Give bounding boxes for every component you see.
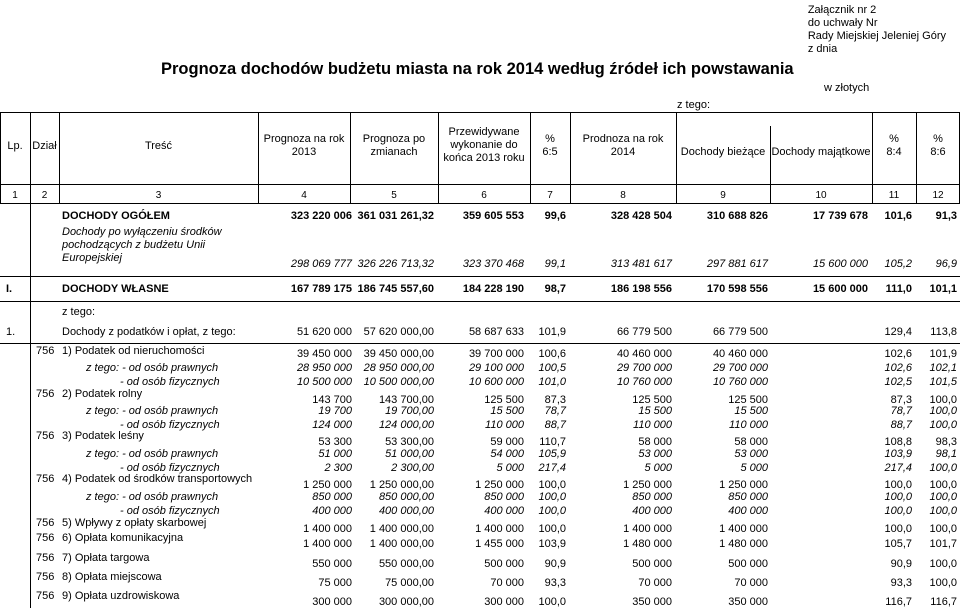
row-value: 103,9: [538, 538, 566, 550]
header-line: 8:6: [930, 146, 946, 158]
row-value: 550 000: [312, 558, 352, 570]
header-top-line: [0, 112, 960, 113]
unit-label: w złotych: [824, 82, 870, 94]
row-value: 110 000: [633, 419, 672, 431]
row-value: 88,7: [544, 419, 566, 431]
row-value: 91,3: [935, 210, 957, 222]
colnum-bottom-line: [0, 203, 960, 204]
row-label: - od osób fizycznych: [120, 505, 220, 517]
row-value: 300 000,00: [378, 596, 434, 608]
row-value: 87,3: [890, 394, 912, 406]
row-value: 359 605 553: [462, 210, 524, 222]
col-number: 10: [815, 190, 827, 201]
row-value: 105,7: [884, 538, 912, 550]
row-value: 75 000: [318, 577, 352, 589]
row-value: 90,9: [544, 558, 566, 570]
row-value: 100,0: [929, 419, 957, 431]
row-value: 101,6: [884, 210, 912, 222]
row-value: 111,0: [885, 283, 912, 295]
row-dzial: 756: [36, 517, 55, 529]
row-value: 326 226 713,32: [357, 258, 434, 270]
row-value: 28 950 000,00: [363, 362, 434, 374]
row-value: 28 950 000: [296, 362, 352, 374]
row-value: 101,5: [929, 376, 957, 388]
row-label: z tego: - od osób prawnych: [86, 362, 219, 374]
row-value: 350 000: [632, 596, 672, 608]
row-value: 87,3: [544, 394, 566, 406]
row-label-prefix: z tego:: [62, 306, 96, 318]
row-value: 298 069 777: [290, 258, 352, 270]
row-value: 101,7: [929, 538, 957, 550]
row-value: 323 370 468: [462, 258, 524, 270]
row-value: 103,9: [884, 448, 912, 460]
row-value: 100,0: [538, 479, 566, 491]
row-value: 300 000: [312, 596, 352, 608]
row-value: 100,0: [538, 491, 566, 503]
row-value: 184 228 190: [462, 283, 524, 295]
corner-line: z dnia: [807, 43, 838, 55]
row-value: 70 000: [734, 577, 768, 589]
header-line: wykonanie do: [450, 138, 518, 151]
row-value: 101,1: [929, 283, 957, 295]
row-value: 51 000,00: [385, 448, 434, 460]
row-value: 88,7: [890, 419, 912, 431]
row-label: - od osób fizycznych: [120, 376, 220, 388]
row-value: 19 700,00: [385, 405, 434, 417]
header-lp: Lp.: [7, 139, 23, 152]
row-value: 98,7: [544, 283, 566, 295]
row-value: 1 455 000: [475, 538, 524, 550]
header-line: końca 2013 roku: [443, 151, 525, 164]
header-line: %: [889, 133, 899, 145]
row-label: 9) Opłata uzdrowiskowa: [62, 590, 180, 602]
row-dzial: 756: [36, 590, 55, 602]
col-number: 5: [391, 190, 397, 201]
row-value: 51 620 000: [296, 326, 352, 338]
row-value: 66 779 500: [712, 326, 768, 338]
row-value: 328 428 504: [610, 210, 672, 222]
corner-line: Załącznik nr 2: [807, 4, 877, 16]
row-label: 2) Podatek rolny: [62, 388, 143, 400]
col-number: 12: [932, 190, 944, 201]
row-value: 29 700 000: [616, 362, 672, 374]
header-majatkowe: Dochody majątkowe: [771, 145, 871, 158]
row-dzial: 756: [36, 532, 55, 544]
row-value: 361 031 261,32: [357, 210, 434, 222]
row-label: DOCHODY OGÓŁEM: [62, 210, 170, 222]
row-value: 310 688 826: [706, 210, 768, 222]
row-dzial: 756: [36, 552, 55, 564]
row-value: 850 000: [632, 491, 672, 503]
row-label: - od osób fizycznych: [120, 462, 220, 474]
row-value: 143 700,00: [378, 394, 434, 406]
header-line: 6:5: [542, 146, 558, 158]
row-value: 2 300,00: [391, 462, 434, 474]
row-value: 58 000: [734, 436, 768, 448]
row-label: Dochody z podatków i opłat, z tego:: [62, 326, 236, 338]
row-value: 70 000: [638, 577, 672, 589]
row-value: 297 881 617: [706, 258, 768, 270]
corner-line: Rady Miejskiej Jeleniej Góry: [807, 30, 946, 42]
row-label: DOCHODY WŁASNE: [62, 283, 169, 295]
row-value: 58 000: [638, 436, 672, 448]
row-value: 850 000: [728, 491, 768, 503]
row-value: 39 450 000: [296, 348, 352, 360]
row-value: 59 000: [490, 436, 524, 448]
row-value: 125 500: [632, 394, 672, 406]
row-value: 116,7: [930, 596, 957, 608]
row-value: 17 739 678: [812, 210, 868, 222]
row-value: 400 000: [728, 505, 768, 517]
row-value: 100,6: [538, 348, 566, 360]
header-line: 2014: [610, 146, 636, 158]
row-value: 102,1: [929, 362, 957, 374]
row-value: 100,0: [884, 505, 912, 517]
row-value: 500 000: [632, 558, 672, 570]
row-value: 1 250 000: [623, 479, 672, 491]
row-value: 1 480 000: [623, 538, 672, 550]
row-label: 7) Opłata targowa: [62, 552, 150, 564]
row-value: 40 460 000: [616, 348, 672, 360]
row-label: 3) Podatek leśny: [62, 430, 144, 442]
row-value: 105,9: [538, 448, 566, 460]
row-value: 116,7: [885, 596, 912, 608]
row-value: 100,0: [929, 462, 957, 474]
header-dzial: Dział: [32, 139, 57, 152]
corner-note: [808, 4, 946, 56]
header-line: Przewidywane: [448, 125, 520, 138]
row-value: 124 000: [312, 419, 352, 431]
row-value: 1 480 000: [719, 538, 768, 550]
header-pct-8-6: [916, 126, 960, 166]
col-number: 2: [41, 190, 48, 201]
row-value: 100,0: [929, 505, 957, 517]
col-number: 7: [547, 190, 553, 201]
row-value: 78,7: [544, 405, 566, 417]
row-label: - od osób fizycznych: [120, 419, 220, 431]
row-value: 29 100 000: [468, 362, 524, 374]
header-line: zmianach: [370, 146, 418, 158]
row-value: 100,0: [884, 523, 912, 535]
row-value: 1 250 000: [475, 479, 524, 491]
row-value: 53 000: [638, 448, 672, 460]
row-value: 100,0: [929, 491, 957, 503]
row-value: 1 400 000: [303, 538, 352, 550]
row-value: 53 300,00: [385, 436, 434, 448]
row-value: 110,7: [539, 436, 566, 448]
row-label: z tego: - od osób prawnych: [86, 491, 219, 503]
col-number: 11: [888, 190, 900, 201]
row-value: 125 500: [484, 394, 524, 406]
header-pct-8-4: [872, 126, 916, 166]
row-value: 100,0: [884, 491, 912, 503]
col-number: 4: [301, 190, 307, 201]
row-value: 100,5: [538, 362, 566, 374]
row-value: 100,0: [538, 596, 566, 608]
row-value: 100,0: [929, 394, 957, 406]
row-value: 143 700: [312, 394, 352, 406]
row-value: 1 400 000: [623, 523, 672, 535]
row-value: 350 000: [728, 596, 768, 608]
row-value: 15 600 000: [812, 258, 868, 270]
row-value: 101,9: [929, 348, 957, 360]
row-value: 100,0: [929, 405, 957, 417]
row-value: 1 250 000,00: [369, 479, 434, 491]
header-z-tego: z tego:: [677, 99, 711, 111]
row-value: 10 600 000: [468, 376, 524, 388]
header-prog2014: [570, 126, 676, 166]
row-value: 101,0: [538, 376, 566, 388]
row-value: 550 000,00: [378, 558, 434, 570]
row-value: 108,8: [884, 436, 912, 448]
row-value: 113,8: [930, 326, 957, 338]
row-value: 2 300: [324, 462, 352, 474]
row-value: 186 745 557,60: [357, 283, 434, 295]
row-value: 217,4: [538, 462, 566, 474]
row-value: 124 000,00: [378, 419, 434, 431]
row-value: 100,0: [929, 577, 957, 589]
row-label: z tego: - od osób prawnych: [86, 405, 219, 417]
row-dzial: 756: [36, 430, 55, 442]
row-value: 102,6: [884, 348, 912, 360]
header-prog-po-zmianach: [350, 126, 438, 166]
row-value: 300 000: [484, 596, 524, 608]
row-value: 400 000: [312, 505, 352, 517]
row-value: 110 000: [729, 419, 768, 431]
row-value: 78,7: [890, 405, 912, 417]
row-value: 5 000: [644, 462, 672, 474]
header-line: Prognoza na rok: [263, 133, 345, 145]
row-value: 100,0: [929, 558, 957, 570]
row-label: 5) Wpływy z opłaty skarbowej: [62, 517, 207, 529]
row-lp: 1.: [6, 326, 16, 338]
row-value: 850 000: [312, 491, 352, 503]
header-tresc: Treść: [144, 139, 173, 152]
row-value: 53 300: [318, 436, 352, 448]
row-dzial: 756: [36, 571, 55, 583]
header-line: %: [545, 133, 555, 145]
row-value: 15 500: [734, 405, 768, 417]
header-bottom-line: [0, 184, 960, 185]
row-value: 15 500: [638, 405, 672, 417]
row-value: 93,3: [890, 577, 912, 589]
row-value: 53 000: [734, 448, 768, 460]
row-value: 75 000,00: [385, 577, 434, 589]
row-value: 51 000: [318, 448, 352, 460]
row-value: 129,4: [884, 326, 912, 338]
page-title: Prognoza dochodów budżetu miasta na rok 2014 według źródeł ich powstawania: [161, 60, 794, 78]
row-value: 323 220 006: [290, 210, 352, 222]
col-number: 1: [12, 190, 18, 201]
row-value: 313 481 617: [610, 258, 672, 270]
row-value: 96,9: [935, 258, 957, 270]
row-value: 40 460 000: [712, 348, 768, 360]
row-value: 100,0: [538, 523, 566, 535]
row-value: 98,1: [935, 448, 957, 460]
row-dzial: 756: [36, 345, 55, 357]
row-value: 102,6: [884, 362, 912, 374]
row-value: 102,5: [884, 376, 912, 388]
row-value: 110 000: [485, 419, 524, 431]
col-number: 6: [481, 190, 487, 201]
row-value: 217,4: [884, 462, 912, 474]
row-value: 39 700 000: [468, 348, 524, 360]
row-value: 90,9: [890, 558, 912, 570]
row-value: 100,0: [929, 479, 957, 491]
row-value: 10 500 000: [296, 376, 352, 388]
row-label: 4) Podatek od środków transportowych: [62, 473, 253, 485]
row-value: 5 000: [740, 462, 768, 474]
row-value: 57 620 000,00: [363, 326, 434, 338]
row-value: 10 500 000,00: [363, 376, 434, 388]
col-number: 3: [155, 190, 162, 201]
row-value: 10 760 000: [616, 376, 672, 388]
row-value: 1 250 000: [303, 479, 352, 491]
row-label: 8) Opłata miejscowa: [62, 571, 162, 583]
row-value: 400 000: [484, 505, 524, 517]
row-value: 1 400 000,00: [369, 523, 434, 535]
row-value: 850 000,00: [378, 491, 434, 503]
row-value: 400 000: [632, 505, 672, 517]
row-value: 1 400 000: [475, 523, 524, 535]
row-label: z tego: - od osób prawnych: [86, 448, 219, 460]
row-value: 105,2: [884, 258, 912, 270]
row-value: 400 000,00: [378, 505, 434, 517]
row-value: 100,0: [884, 479, 912, 491]
row-value: 66 779 500: [616, 326, 672, 338]
row-value: 19 700: [318, 405, 352, 417]
row-value: 101,9: [538, 326, 566, 338]
col-number: 8: [620, 190, 626, 201]
row-value: 1 250 000: [719, 479, 768, 491]
row-value: 5 000: [496, 462, 524, 474]
row-value: 100,0: [538, 505, 566, 517]
row-value: 10 760 000: [712, 376, 768, 388]
row-value: 15 500: [490, 405, 524, 417]
row-value: 500 000: [728, 558, 768, 570]
corner-line: do uchwały Nr: [807, 17, 878, 29]
header-line: Prodnoza na rok: [582, 133, 664, 145]
row-value: 70 000: [490, 577, 524, 589]
row-value: 850 000: [484, 491, 524, 503]
row-value: 100,0: [929, 523, 957, 535]
col-number: 9: [720, 190, 726, 201]
row-value: 99,1: [544, 258, 566, 270]
row-value: 29 700 000: [712, 362, 768, 374]
header-prog2013: [258, 126, 350, 166]
header-line: Prognoza po: [362, 133, 426, 145]
row-dzial: 756: [36, 388, 55, 400]
header-line: 2013: [291, 146, 317, 158]
row-value: 167 789 175: [290, 283, 352, 295]
row-value: 1 400 000: [719, 523, 768, 535]
row-value: 98,3: [935, 436, 957, 448]
row-value: 99,6: [544, 210, 566, 222]
row-label: Dochody po wyłączeniu środków pochodzących z budżetu Unii Europejskiej: [62, 226, 222, 264]
row-value: 15 600 000: [812, 283, 868, 295]
row-value: 93,3: [544, 577, 566, 589]
row-value: 170 598 556: [706, 283, 768, 295]
row-value: 39 450 000,00: [363, 348, 434, 360]
row-label: 1) Podatek od nieruchomości: [62, 345, 205, 357]
header-przewidywane: [438, 120, 530, 170]
row-value: 1 400 000,00: [369, 538, 434, 550]
row-lp: I.: [6, 283, 13, 295]
row-value: 500 000: [484, 558, 524, 570]
row-value: 1 400 000: [303, 523, 352, 535]
row-value: 125 500: [728, 394, 768, 406]
row-label: 6) Opłata komunikacyjna: [62, 532, 184, 544]
header-line: 8:4: [886, 146, 902, 158]
row-value: 54 000: [490, 448, 524, 460]
row-value: 58 687 633: [468, 326, 524, 338]
header-line: %: [933, 133, 943, 145]
header-biezace: Dochody bieżące: [680, 145, 766, 158]
row-dzial: 756: [36, 473, 55, 485]
header-pct-6-5: [530, 126, 570, 166]
row-value: 186 198 556: [610, 283, 672, 295]
